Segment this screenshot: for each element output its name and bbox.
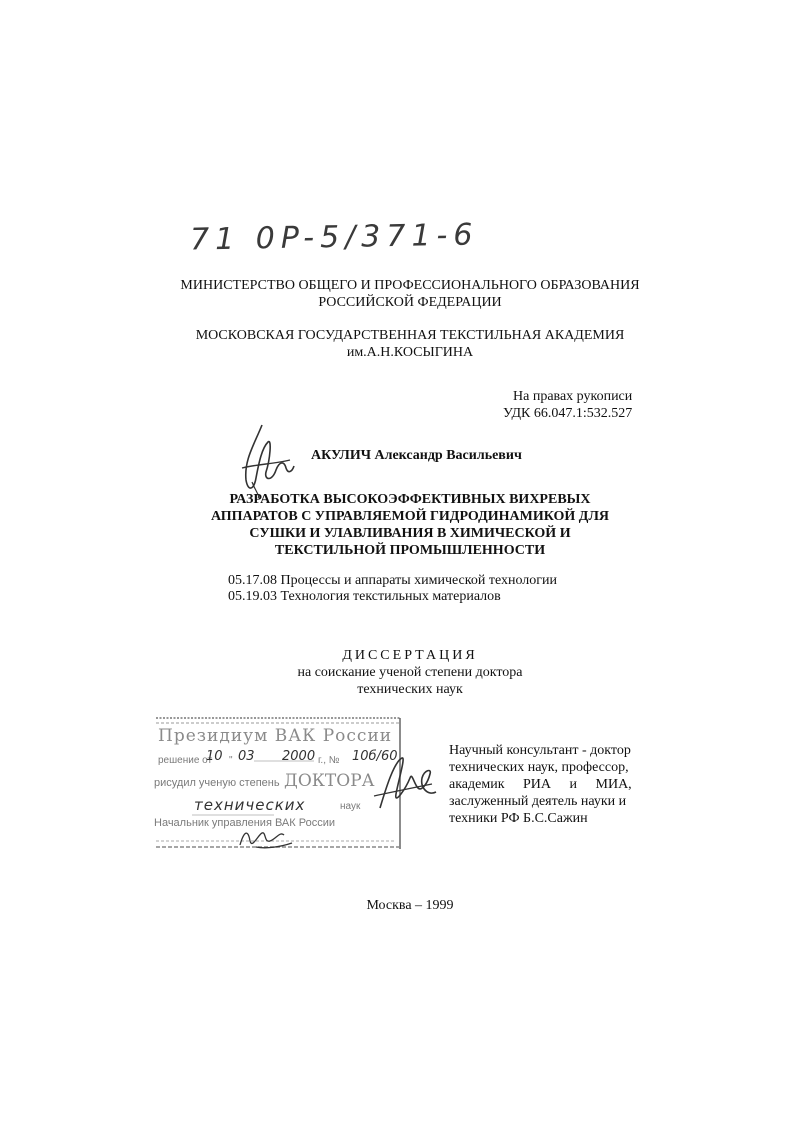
stamp-year: 2000 — [282, 749, 316, 764]
stamp-field-suffix: наук — [340, 801, 361, 812]
consultant-signature — [372, 748, 442, 818]
dissertation-title-line-4: ТЕКСТИЛЬНОЙ ПРОМЫШЛЕННОСТИ — [274, 543, 546, 558]
consultant-line-3: академик РИА и МИА, — [449, 777, 632, 792]
consultant-line-5: техники РФ Б.С.Сажин — [449, 811, 588, 826]
consultant-line-4: заслуженный деятель науки и — [449, 794, 627, 809]
academy-line-1: МОСКОВСКАЯ ГОСУДАРСТВЕННАЯ ТЕКСТИЛЬНАЯ АКАДЕМИЯ — [195, 328, 625, 343]
dissertation-title-line-3: СУШКИ И УЛАВЛИВАНИЯ В ХИМИЧЕСКОЙ И — [249, 526, 571, 541]
stamp-degree: ДОКТОРА — [284, 771, 375, 791]
consultant-line-2: технических наук, профессор, — [449, 760, 629, 775]
dissertation-degree-line-2: технических наук — [357, 682, 463, 697]
stamp-head-title: Начальник управления ВАК России — [154, 817, 335, 829]
udk-code: УДК 66.047.1:532.527 — [503, 406, 633, 421]
city-year: Москва – 1999 — [366, 898, 454, 913]
stamp-quote-mark: " — [229, 755, 233, 766]
dissertation-heading: ДИССЕРТАЦИЯ — [342, 648, 478, 663]
author-signature — [232, 420, 302, 500]
vak-stamp — [154, 715, 402, 851]
author-name: АКУЛИЧ Александр Васильевич — [311, 448, 522, 463]
ministry-line-2: РОССИЙСКОЙ ФЕДЕРАЦИИ — [318, 295, 502, 310]
stamp-day: 10 — [206, 749, 223, 764]
stamp-decision-prefix: решение от — [158, 755, 213, 766]
stamp-field-handwritten: технических — [194, 796, 306, 814]
stamp-month: 03 — [238, 749, 255, 764]
dissertation-degree-line-1: на соискание ученой степени доктора — [297, 665, 523, 680]
consultant-line-1: Научный консультант - доктор — [449, 743, 631, 758]
dissertation-title-line-2: АППАРАТОВ С УПРАВЛЯЕМОЙ ГИДРОДИНАМИКОЙ ДЛЯ — [211, 509, 609, 524]
specialty-2: 05.19.03 Технология текстильных материалов — [228, 589, 501, 604]
academy-line-2: им.А.Н.КОСЫГИНА — [346, 345, 474, 360]
dissertation-title-line-1: РАЗРАБОТКА ВЫСОКОЭФФЕКТИВНЫХ ВИХРЕВЫХ — [229, 492, 591, 507]
specialty-1: 05.17.08 Процессы и аппараты химической технологии — [228, 573, 558, 588]
stamp-award-text: рисудил ученую степень — [154, 777, 280, 789]
stamp-number: 10б/60 — [352, 749, 398, 764]
stamp-title: Президиум ВАК России — [158, 726, 393, 746]
ministry-line-1: МИНИСТЕРСТВО ОБЩЕГО И ПРОФЕССИОНАЛЬНОГО ОБРАЗОВАНИЯ — [180, 278, 640, 293]
stamp-year-suffix: г., № — [318, 755, 340, 766]
handwritten-archive-code: 71 0P-5/371-6 — [189, 217, 479, 258]
rights-reserved-label: На правах рукописи — [513, 389, 633, 404]
stamp-official-signature — [236, 823, 296, 851]
